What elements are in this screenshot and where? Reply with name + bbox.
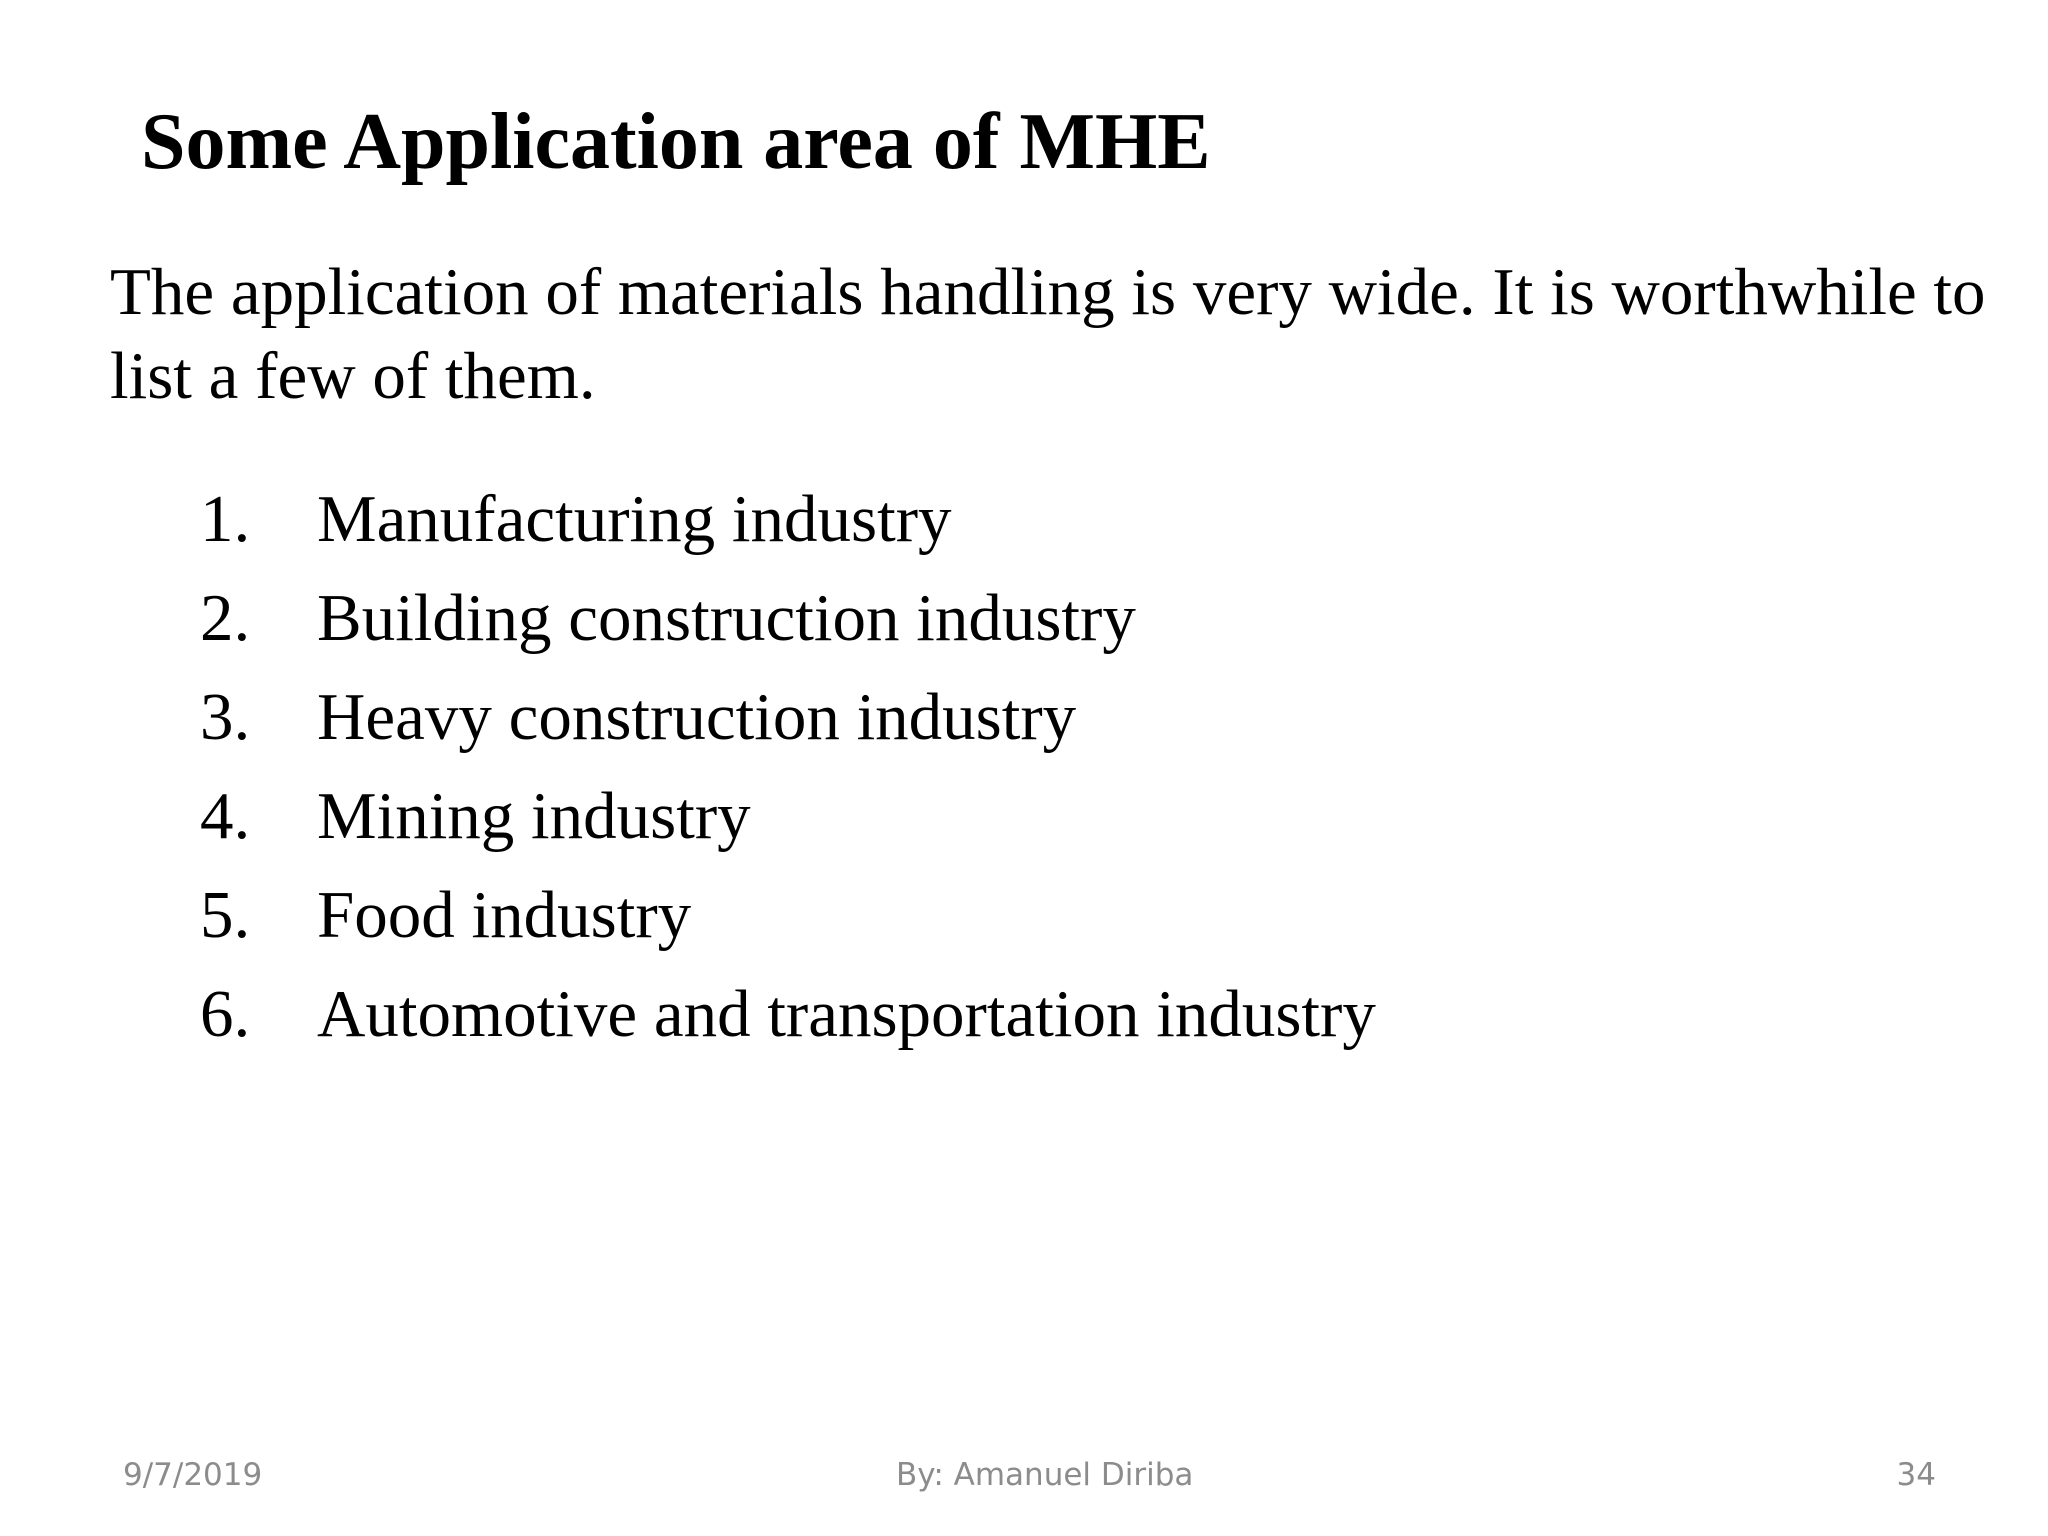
footer-author: By: Amanuel Diriba <box>896 1457 1194 1493</box>
list-item-number: 1. <box>200 482 251 556</box>
list-item-number: 3. <box>200 680 251 754</box>
application-list <box>200 470 1376 1064</box>
list-item-label: Building construction industry <box>317 581 1136 655</box>
list-item <box>200 965 1376 1064</box>
list-item <box>200 767 1376 866</box>
list-item-label: Heavy construction industry <box>317 680 1077 754</box>
list-item-number: 4. <box>200 779 251 853</box>
list-item <box>200 668 1376 767</box>
intro-paragraph: The application of materials handling is very wide. It is worthwhile to list a few of them. <box>110 255 1986 413</box>
list-item <box>200 470 1376 569</box>
list-item-label: Manufacturing industry <box>317 482 952 556</box>
list-item-label: Mining industry <box>317 779 751 853</box>
list-item <box>200 569 1376 668</box>
list-item <box>200 866 1376 965</box>
list-item-number: 2. <box>200 581 251 655</box>
list-item-label: Food industry <box>317 878 692 952</box>
list-item-label: Automotive and transportation industry <box>317 977 1376 1051</box>
list-item-number: 5. <box>200 878 251 952</box>
list-item-number: 6. <box>200 977 251 1051</box>
footer-date: 9/7/2019 <box>123 1457 263 1493</box>
slide-title: Some Application area of MHE <box>141 98 1211 186</box>
page-number: 34 <box>1896 1457 1936 1493</box>
